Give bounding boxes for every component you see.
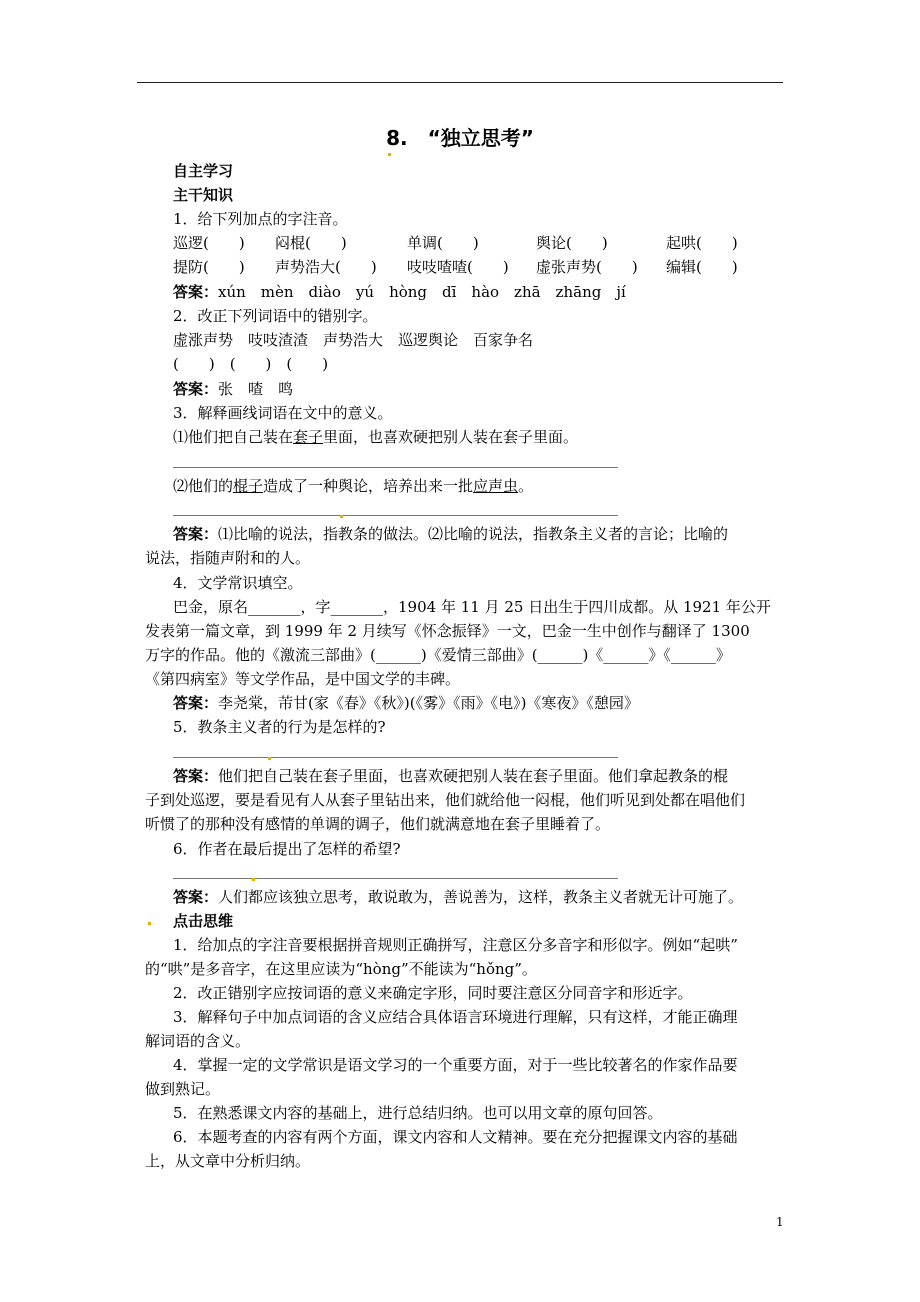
question-4-line-1: 巴金，原名_______，字_______，1904 年 11 月 25 日出生于四川成都。从 1921 年公开 bbox=[173, 598, 771, 616]
underlined-word: 棍子 bbox=[233, 477, 264, 495]
tip-line: 3．解释句子中加点词语的含义应结合具体语言环境进行理解，只有这样，才能正确理 bbox=[173, 1008, 738, 1026]
answer-blank-line[interactable] bbox=[173, 467, 618, 468]
question-2-words: 虚涨声势 吱吱渣渣 声势浩大 巡逻舆论 百家争名 bbox=[173, 331, 534, 349]
question-5-answer-line-2: 子到处巡逻，要是看见有人从套子里钻出来，他们就给他一闷棍，他们听见到处都在唱他们 bbox=[145, 791, 746, 809]
word-item: 巡逻( ) bbox=[173, 234, 245, 252]
scan-artifact bbox=[148, 922, 151, 925]
question-3-prompt: 3．解释画线词语在文中的意义。 bbox=[173, 404, 393, 422]
scan-artifact bbox=[268, 757, 271, 760]
sentence-text: 。 bbox=[518, 477, 534, 495]
word-item: 起哄( ) bbox=[666, 234, 738, 252]
tip-line: 4．掌握一定的文学常识是语文学习的一个重要方面，对于一些比较著名的作家作品要 bbox=[173, 1056, 738, 1074]
answer-label: 答案： bbox=[173, 525, 219, 543]
sentence-text: 造成了一种舆论，培养出来一批 bbox=[263, 477, 474, 495]
answer-text: 李尧棠，芾甘(家《春》《秋》)(《雾》《雨》《电》)《寒夜》《憩园》 bbox=[218, 694, 639, 712]
header-rule bbox=[137, 82, 783, 83]
tip-line: 的“哄”是多音字，在这里应读为“hòng”不能读为“hǒng”。 bbox=[145, 960, 537, 978]
question-6-answer bbox=[173, 886, 743, 908]
tip-line: 1．给加点的字注音要根据拼音规则正确拼写，注意区分多音字和形似字。例如“起哄” bbox=[173, 936, 738, 954]
answer-text: xún mèn diào yú hòng dī hào zhā zhāng jí bbox=[218, 283, 626, 301]
scan-artifact bbox=[252, 878, 255, 881]
question-4-line-4: 《第四病室》等文学作品，是中国文学的丰碑。 bbox=[145, 670, 461, 688]
answer-blank-line[interactable] bbox=[173, 878, 618, 879]
word-item: 虚张声势( ) bbox=[536, 258, 638, 276]
question-5-answer-line-3: 听惯了的那种没有感情的单调的调子，他们就满意地在套子里睡着了。 bbox=[145, 815, 611, 833]
tip-line: 6．本题考查的内容有两个方面，课文内容和人文精神。要在充分把握课文内容的基础 bbox=[173, 1128, 738, 1146]
scan-artifact bbox=[388, 153, 391, 156]
question-2-prompt: 2．改正下列词语中的错别字。 bbox=[173, 307, 378, 325]
question-4-line-2: 发表第一篇文章，到 1999 年 2 月续写《怀念振铎》一文，巴金一生中创作与翻译了 1300 bbox=[145, 622, 750, 640]
word-item: 编辑( ) bbox=[666, 258, 738, 276]
answer-text: 张 喳 鸣 bbox=[218, 380, 294, 398]
question-5-prompt: 5．教条主义者的行为是怎样的? bbox=[173, 718, 386, 736]
word-item: 声势浩大( ) bbox=[275, 258, 377, 276]
sentence-text: ⑵他们的 bbox=[173, 477, 234, 495]
question-1-answer bbox=[173, 281, 626, 303]
answer-text: 他们把自己装在套子里面，也喜欢硬把别人装在套子里面。他们拿起教条的棍 bbox=[218, 767, 729, 785]
answer-label: 答案： bbox=[173, 767, 219, 785]
question-4-prompt: 4．文学常识填空。 bbox=[173, 574, 303, 592]
question-4-line-3: 万字的作品。他的《激流三部曲》(______)《爱情三部曲》(______)《______》《______》 bbox=[145, 646, 731, 664]
tip-line: 解词语的含义。 bbox=[145, 1032, 251, 1050]
word-item: 闷棍( ) bbox=[275, 234, 347, 252]
answer-blank-line[interactable] bbox=[173, 515, 618, 516]
scan-artifact bbox=[340, 515, 343, 518]
answer-blank-line[interactable] bbox=[173, 757, 618, 758]
section-heading: 自主学习 bbox=[173, 162, 234, 180]
question-6-prompt: 6．作者在最后提出了怎样的希望? bbox=[173, 840, 401, 858]
word-item: 吱吱喳喳( ) bbox=[407, 258, 509, 276]
question-4-answer bbox=[173, 692, 639, 714]
question-1-prompt: 1．给下列加点的字注音。 bbox=[173, 210, 348, 228]
page-title: 8. “独立思考” bbox=[386, 126, 534, 150]
answer-label: 答案： bbox=[173, 283, 219, 301]
question-3-answer-line-1 bbox=[173, 523, 728, 545]
answer-label: 答案： bbox=[173, 380, 219, 398]
question-3-sentence-1 bbox=[173, 426, 578, 448]
sentence-text: 里面，也喜欢硬把别人装在套子里面。 bbox=[323, 428, 579, 446]
question-3-sentence-2 bbox=[173, 475, 533, 497]
answer-label: 答案： bbox=[173, 888, 219, 906]
underlined-word: 套子 bbox=[293, 428, 324, 446]
answer-text: ⑴比喻的说法，指教条的做法。⑵比喻的说法，指教条主义者的言论；比喻的 bbox=[218, 525, 729, 543]
question-5-answer-line-1 bbox=[173, 765, 728, 787]
word-item: 提防( ) bbox=[173, 258, 245, 276]
underlined-word: 应声虫 bbox=[473, 477, 519, 495]
tip-line: 5．在熟悉课文内容的基础上，进行总结归纳。也可以用文章的原句回答。 bbox=[173, 1104, 663, 1122]
page-number: 1 bbox=[776, 1215, 784, 1229]
question-3-answer-line-2: 说法，指随声附和的人。 bbox=[145, 549, 311, 567]
tip-line: 做到熟记。 bbox=[145, 1080, 221, 1098]
question-2-blanks: ( ) ( ) ( ) bbox=[173, 355, 329, 373]
tips-heading: 点击思维 bbox=[173, 912, 234, 930]
word-item: 舆论( ) bbox=[536, 234, 608, 252]
answer-text: 人们都应该独立思考，敢说敢为，善说善为，这样，教条主义者就无计可施了。 bbox=[218, 888, 744, 906]
answer-label: 答案： bbox=[173, 694, 219, 712]
word-item: 单调( ) bbox=[407, 234, 479, 252]
subsection-heading: 主干知识 bbox=[173, 186, 234, 204]
tip-line: 2．改正错别字应按词语的意义来确定字形，同时要注意区分同音字和形近字。 bbox=[173, 984, 693, 1002]
tip-line: 上，从文章中分析归纳。 bbox=[145, 1152, 311, 1170]
question-2-answer bbox=[173, 378, 293, 400]
sentence-text: ⑴他们把自己装在 bbox=[173, 428, 294, 446]
